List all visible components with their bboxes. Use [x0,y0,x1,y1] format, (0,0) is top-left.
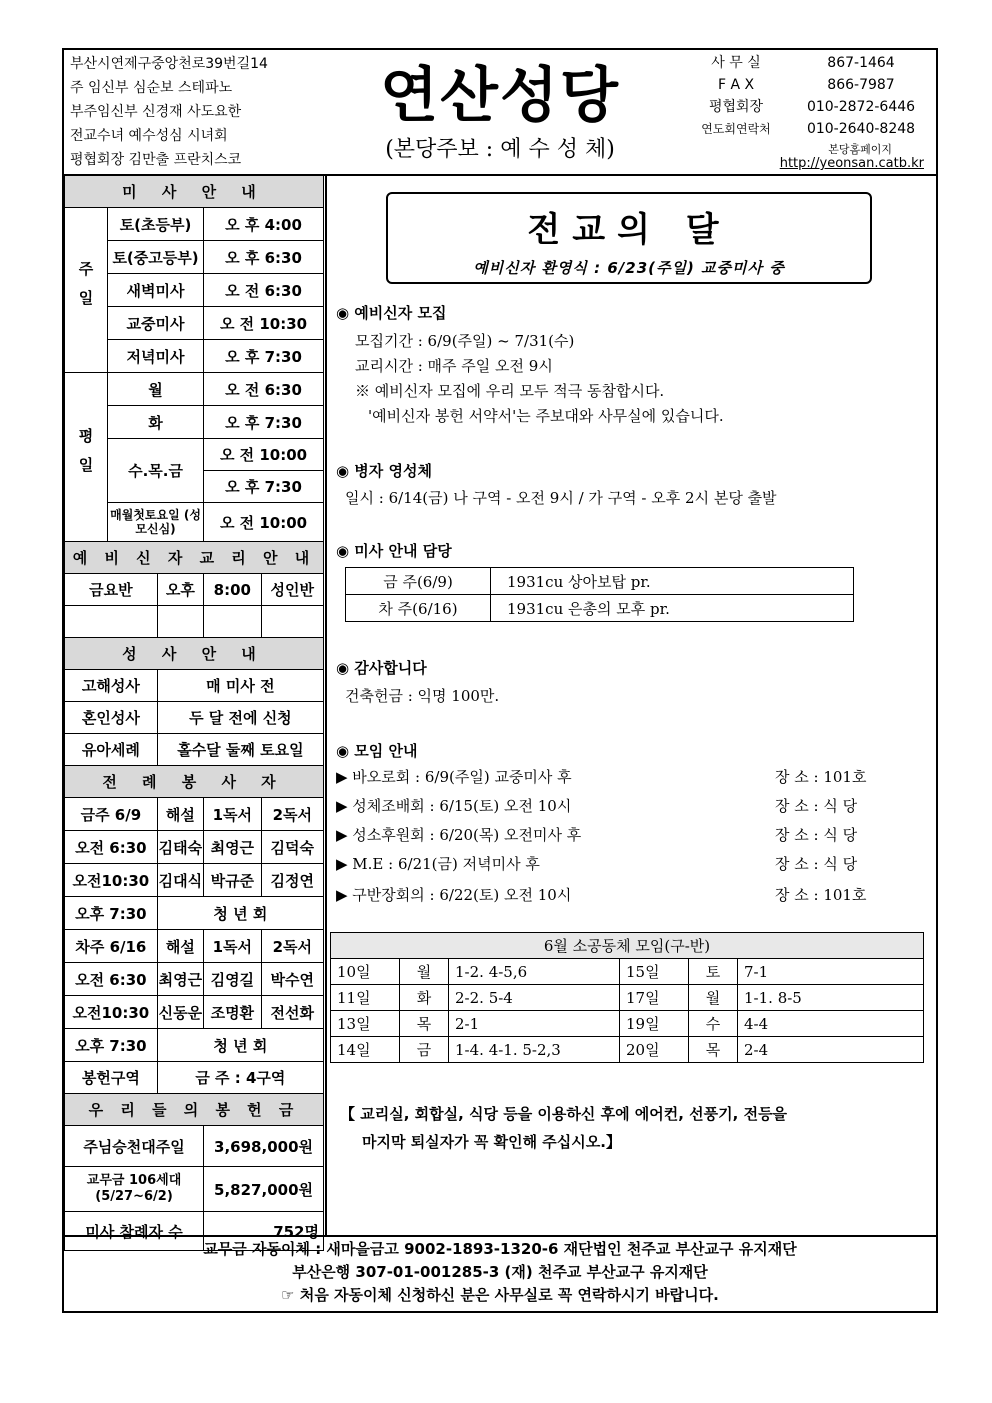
server-time: 오후 7:30 [65,1029,158,1062]
group-day: 목 [689,1037,738,1063]
server-time: 오후 7:30 [65,897,158,930]
notice-line: 【 교리실, 회합실, 식당 등을 이용하신 후에 에어컨, 선풍기, 전등을 [340,1105,788,1123]
assistant-pastor: 부주임신부 신경재 사도요한 [70,104,242,120]
server-name: 김덕숙 [261,831,323,864]
group-code: 1-1. 8-5 [738,985,924,1011]
server-name: 최영근 [157,963,203,996]
sick-communion-line: 일시 : 6/14(금) 나 구역 - 오전 9시 / 가 구역 - 오후 2시 본당 출발 [345,489,777,507]
group-code: 1-2. 4-5,6 [449,959,620,985]
thanks-line: 건축헌금 : 익명 100만. [345,687,500,705]
server-time: 오전 6:30 [65,963,158,996]
mass-time: 오 후 7:30 [204,471,324,503]
servers-title: 전 례 봉 사 자 [65,766,324,798]
servers-head: 2독서 [261,798,323,831]
server-time: 오전10:30 [65,864,158,897]
mass-time: 오 후 7:30 [204,406,324,439]
contact-label: 사 무 실 [711,55,761,71]
group-table-title: 6월 소공동체 모임(구-반) [331,933,924,959]
meeting-item: ▶ 바오로회 : 6/9(주일) 교중미사 후 [336,768,572,786]
group-date: 13일 [331,1011,400,1037]
offering-amount: 752명 [204,1212,324,1251]
catechumen-title: 예 비 신 자 교 리 안 내 [65,542,324,574]
mass-time: 오 후 6:30 [204,241,324,274]
servers-head: 해설 [157,798,203,831]
mass-name: 수.목.금 [108,439,204,503]
meeting-place: 장 소 : 식 당 [775,855,858,873]
offering-name: 미사 참례자 수 [65,1212,204,1251]
weekday-label: 평일 [65,373,108,542]
group-day: 토 [689,959,738,985]
meeting-place: 장 소 : 101호 [775,886,867,904]
homepage-label: 본당홈페이지 [828,143,892,156]
council-president: 평협회장 김만출 프란치스코 [70,152,242,168]
offering-zone-label: 봉헌구역 [65,1062,158,1094]
meeting-item: ▶ 성체조배회 : 6/15(토) 오전 10시 [336,797,572,815]
mass-time: 오 후 4:00 [204,208,324,241]
mass-name: 교중미사 [108,307,204,340]
server-name: 박규준 [204,864,262,897]
mass-time: 오 후 7:30 [204,340,324,373]
contact-value: 867-1464 [827,55,895,71]
left-info-table [64,175,324,1251]
group-code: 2-2. 5-4 [449,985,620,1011]
sacrament-name: 혼인성사 [65,702,158,734]
offering-name: 교무금 106세대 (5/27~6/2) [65,1167,204,1212]
footer-account-2: 부산은행 307-01-001285-3 (재) 천주교 부산교구 유지재단 [292,1263,708,1281]
servers-head: 2독서 [261,930,323,963]
server-name: 조명환 [204,996,262,1029]
mass-guide-table [345,567,854,622]
meeting-place: 장 소 : 101호 [775,768,867,786]
mass-guide-title: ◉ 미사 안내 담당 [336,542,452,560]
meeting-item: ▶ M.E : 6/21(금) 저녁미사 후 [336,855,540,873]
guide-group: 1931cu 상아보탑 pr. [491,568,854,595]
offering-amount: 3,698,000원 [204,1126,324,1167]
server-name: 김대식 [157,864,203,897]
group-day: 금 [400,1037,449,1063]
meeting-place: 장 소 : 식 당 [775,797,858,815]
mass-name: 매월첫토요일 (성모신심) [108,503,204,542]
meetings-title: ◉ 모임 안내 [336,742,418,760]
sunday-label: 주일 [65,208,108,373]
mass-time: 오 전 10:30 [204,307,324,340]
mass-name: 저녁미사 [108,340,204,373]
meeting-place: 장 소 : 식 당 [775,826,858,844]
server-name: 최영근 [204,831,262,864]
small-community-table [330,932,924,1063]
sacrament-info: 매 미사 전 [157,670,323,702]
sisters: 전교수녀 예수성심 시녀회 [70,128,228,144]
group-day: 수 [689,1011,738,1037]
offering-amount: 5,827,000원 [204,1167,324,1212]
footer-account-1: 교무금 자동이체 : 새마을금고 9002-1893-1320-6 재단법인 천주교 부산교구 유지재단 [203,1240,797,1258]
catechumen-class: 금요반 [65,574,158,606]
group-code: 2-4 [738,1037,924,1063]
server-name: 박수연 [261,963,323,996]
server-time: 오전 6:30 [65,831,158,864]
homepage-link[interactable]: http://yeonsan.catb.kr [779,156,924,171]
meeting-item: ▶ 구반장회의 : 6/22(토) 오전 10시 [336,886,572,904]
mission-month-banner [386,192,872,284]
mass-time: 오 전 10:00 [204,503,324,542]
server-name: 김정연 [261,864,323,897]
footer-notice: ☞ 처음 자동이체 신청하신 분은 사무실로 꼭 연락하시기 바랍니다. [281,1286,719,1304]
recruit-line: 모집기간 : 6/9(주일) ~ 7/31(수) [355,332,575,350]
bulletin-subtitle: (본당주보 : 예 수 성 체) [385,137,615,162]
notice-line: 마지막 퇴실자가 꼭 확인해 주십시오.】 [362,1133,621,1151]
guide-group: 1931cu 은총의 모후 pr. [491,595,854,622]
sacrament-name: 고해성사 [65,670,158,702]
server-name: 신동운 [157,996,203,1029]
servers-head: 1독서 [204,930,262,963]
mass-name: 토(초등부) [108,208,204,241]
server-name: 김영길 [204,963,262,996]
group-code: 1-4. 4-1. 5-2,3 [449,1037,620,1063]
mass-name: 토(중고등부) [108,241,204,274]
group-code: 4-4 [738,1011,924,1037]
server-youth: 청 년 회 [157,1029,323,1062]
group-code: 7-1 [738,959,924,985]
group-day: 월 [689,985,738,1011]
server-name: 전선화 [261,996,323,1029]
contact-label: 연도회연락처 [701,122,771,136]
banner-title: 전교의 달 [527,210,731,250]
group-date: 10일 [331,959,400,985]
mass-name: 화 [108,406,204,439]
contact-value: 866-7987 [827,77,895,93]
servers-week-label: 차주 6/16 [65,930,158,963]
group-date: 19일 [620,1011,689,1037]
column-divider [325,175,327,1236]
group-date: 20일 [620,1037,689,1063]
thanks-title: ◉ 감사합니다 [336,659,427,677]
sacrament-title: 성 사 안 내 [65,638,324,670]
parish-info [70,52,332,172]
offering-zone: 금 주 : 4구역 [157,1062,323,1094]
address: 부산시연제구중앙천로39번길14 [70,56,268,72]
servers-head: 1독서 [204,798,262,831]
recruit-line: '예비신자 봉헌 서약서'는 주보대와 사무실에 있습니다. [368,407,724,425]
contact-label: 평협회장 [708,99,764,115]
group-date: 11일 [331,985,400,1011]
mass-name: 새벽미사 [108,274,204,307]
server-name: 김태숙 [157,831,203,864]
catechumen-ampm: 오후 [157,574,203,606]
meeting-item: ▶ 성소후원회 : 6/20(목) 오전미사 후 [336,826,582,844]
mass-time: 오 전 6:30 [204,373,324,406]
mass-title: 미 사 안 내 [65,176,324,208]
group-date: 15일 [620,959,689,985]
group-date: 14일 [331,1037,400,1063]
mass-time: 오 전 6:30 [204,274,324,307]
servers-week-label: 금주 6/9 [65,798,158,831]
pastor: 주 임신부 심순보 스테파노 [70,80,233,96]
offering-name: 주님승천대주일 [65,1126,204,1167]
recruit-line: ※ 예비신자 모집에 우리 모두 적극 동참합시다. [355,382,665,400]
group-day: 화 [400,985,449,1011]
group-day: 목 [400,1011,449,1037]
recruit-line: 교리시간 : 매주 주일 오전 9시 [355,357,553,375]
sacrament-name: 유아세례 [65,734,158,766]
group-day: 월 [400,959,449,985]
sacrament-info: 홀수달 둘째 토요일 [157,734,323,766]
footer [64,1238,936,1307]
mass-name: 월 [108,373,204,406]
contact-value: 010-2872-6446 [806,99,916,115]
group-code: 2-1 [449,1011,620,1037]
server-time: 오전10:30 [65,996,158,1029]
contacts [682,52,932,172]
catechumen-type: 성인반 [261,574,323,606]
server-youth: 청 년 회 [157,897,323,930]
sick-communion-title: ◉ 병자 영성체 [336,462,432,480]
parish-title: 연산성당 [380,61,620,131]
sacrament-info: 두 달 전에 신청 [157,702,323,734]
guide-week: 차 주(6/16) [346,595,491,622]
guide-week: 금 주(6/9) [346,568,491,595]
contact-label: F A X [717,77,755,93]
contact-value: 010-2640-8248 [806,121,916,137]
offering-title: 우 리 들 의 봉 헌 금 [65,1094,324,1126]
catechumen-recruit-title: ◉ 예비신자 모집 [336,304,447,322]
servers-head: 해설 [157,930,203,963]
group-date: 17일 [620,985,689,1011]
banner-subtitle: 예비신자 환영식 : 6/23(주일) 교중미사 중 [473,259,785,277]
catechumen-time: 8:00 [204,574,262,606]
mass-time: 오 전 10:00 [204,439,324,471]
